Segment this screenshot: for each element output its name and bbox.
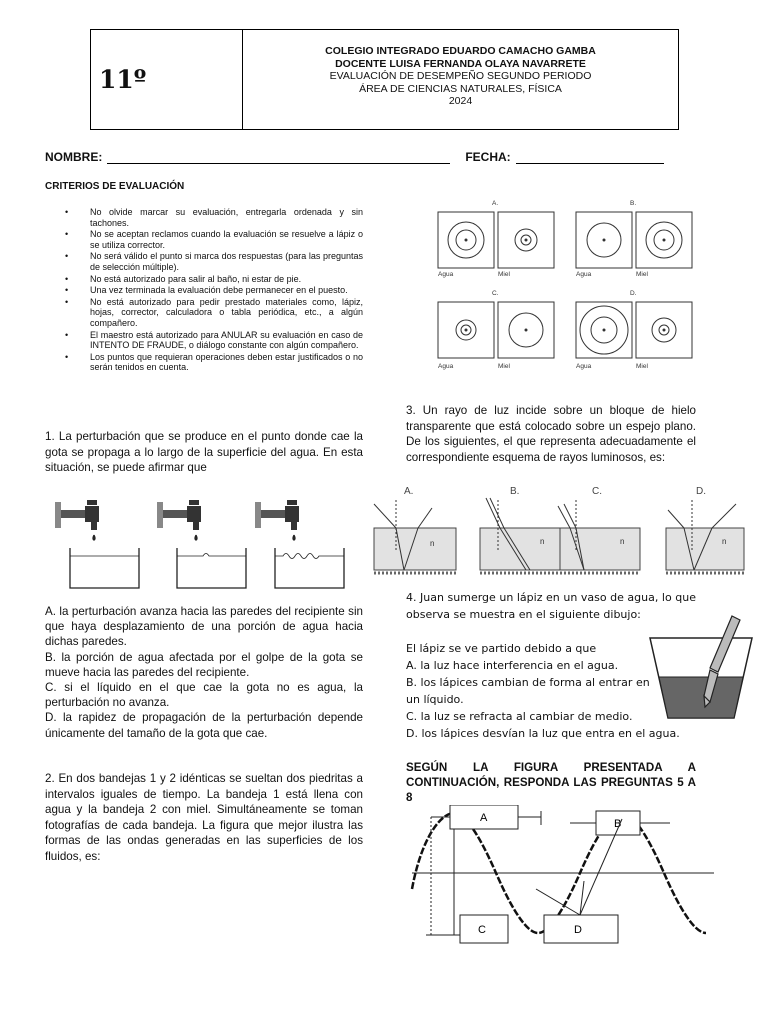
q1-option-d[interactable]: D. la rapidez de propagación de la perturbación depende únicamente del tamaño de la gota que cae.: [45, 711, 363, 740]
pencil-glass-figure: [648, 610, 754, 722]
q3-letter-d: D.: [696, 486, 706, 497]
criteria-item: • No será válido el punto si marca dos respuestas (para las preguntas de selección múltiple).: [65, 251, 363, 272]
honey-label: Miel: [636, 271, 648, 278]
name-date-row: [45, 150, 685, 164]
date-label: FECHA:: [465, 150, 511, 164]
q3-n-label-c: n: [620, 537, 625, 546]
criteria-item: • No se aceptan reclamos cuando la evaluación se resuelve a lápiz o se utiliza corrector.: [65, 229, 363, 250]
grade-cell: [91, 30, 243, 129]
q3-letter-a: A.: [404, 486, 414, 497]
q4-option-d[interactable]: D. los lápices desvían la luz que entra en el agua.: [406, 727, 680, 740]
faucet-drop-figure: [55, 500, 375, 592]
wave-figure: [408, 805, 718, 945]
criteria-item: • No está autorizado para pedir prestado materiales como, lápiz, hojas, corrector, calculadora o tabla periódica, etc., a algún compañero.: [65, 297, 363, 329]
water-label: Agua: [576, 271, 592, 278]
question-5-heading: SEGÚN LA FIGURA PRESENTADA A CONTINUACIÓN, RESPONDA LAS PREGUNTAS 5 A 8: [406, 761, 696, 804]
wave-label-a: A: [480, 812, 488, 824]
water-label: Agua: [576, 363, 592, 370]
q4-option-a[interactable]: A. la luz hace interferencia en el agua.: [406, 659, 619, 672]
ripple-letter-c: C.: [492, 290, 499, 297]
water-label: Agua: [438, 271, 454, 278]
year: 2024: [448, 95, 473, 107]
teacher-name: DOCENTE LUISA FERNANDA OLAYA NAVARRETE: [335, 57, 586, 70]
criteria-item: • No está autorizado para salir al baño, ni estar de pie.: [65, 274, 363, 285]
honey-label: Miel: [636, 363, 648, 370]
q1-option-c[interactable]: C. si el líquido en el que cae la gota no es agua, la perturbación no avanza.: [45, 681, 363, 710]
question-3-text: 3. Un rayo de luz incide sobre un bloque de hielo transparente que está colocado sobre un espejo plano. De los siguientes, el que representa adecuadamente el correspondiente esquema de rayos luminosos, es:: [406, 404, 696, 464]
q3-n-label-d: n: [722, 537, 727, 546]
honey-label: Miel: [498, 271, 510, 278]
faucet-scene-2: [157, 500, 246, 588]
header-box: [90, 29, 679, 130]
criteria-item: • Una vez terminada la evaluación debe permanecer en el puesto.: [65, 285, 363, 296]
q4-option-b[interactable]: B. los lápices cambian de forma al entrar en un líquido.: [406, 676, 650, 706]
ripple-letter-b: B.: [630, 200, 637, 207]
wave-label-d: D: [574, 924, 582, 936]
faucet-scene-1: [55, 500, 139, 588]
water-label: Agua: [438, 363, 454, 370]
wave-label-b: B: [614, 818, 622, 830]
question-1-text: 1. La perturbación que se produce en el punto donde cae la gota se propaga a lo largo de la superficie del agua. En esta situación, se puede afirmar que: [45, 430, 363, 474]
faucet-scene-3: [255, 500, 344, 588]
grade-label: 11º: [99, 65, 147, 94]
q1-option-a[interactable]: A. la perturbación avanza hacia las paredes del recipiente sin que haya desplazamiento de una porción de agua hacia dichas paredes.: [45, 605, 363, 649]
criteria-title: CRITERIOS DE EVALUACIÓN: [45, 181, 185, 192]
name-field[interactable]: [107, 152, 450, 164]
q3-letter-b: B.: [510, 486, 520, 497]
question-4-text: 4. Juan sumerge un lápiz en un vaso de agua, lo que observa se muestra en el siguiente dibujo:: [406, 591, 696, 621]
q3-n-label-b: n: [540, 537, 545, 546]
wave-label-c: C: [478, 924, 486, 936]
evaluation-title: EVALUACIÓN DE DESEMPEÑO SEGUNDO PERIODO: [329, 70, 592, 82]
q4-stem: El lápiz se ve partido debido a que: [406, 642, 597, 655]
q3-n-label-a: n: [430, 539, 435, 548]
q1-option-b[interactable]: B. la porción de agua afectada por el golpe de la gota se mueve hacia las paredes del recipiente.: [45, 650, 363, 679]
honey-label: Miel: [498, 363, 510, 370]
date-field[interactable]: [516, 152, 664, 164]
q4-option-c[interactable]: C. la luz se refracta al cambiar de medio.: [406, 710, 633, 723]
ripple-figure: [430, 195, 700, 375]
institution-cell: [243, 30, 678, 129]
criteria-item: • Los puntos que requieran operaciones deben estar justificados o no serán tenidos en cuenta.: [65, 352, 363, 373]
school-name: COLEGIO INTEGRADO EDUARDO CAMACHO GAMBA: [325, 45, 596, 57]
ripple-letter-a: A.: [492, 200, 499, 207]
question-2-text: 2. En dos bandejas 1 y 2 idénticas se sueltan dos piedritas a intervalos iguales de tiempo. La bandeja 1 está llena con agua y la bandeja 2 con miel. Simultáneamente se toman fotografías de cada bandeja. La figura que mejor ilustra las formas de las ondas generadas en las superficies de los fluidos, es:: [45, 772, 363, 863]
question-1-options: [45, 604, 363, 741]
criteria-item: • El maestro está autorizado para ANULAR su evaluación en caso de INTENTO DE FRAUDE, o diálogo constante con algún compañero.: [65, 330, 363, 351]
ripple-letter-d: D.: [630, 290, 637, 297]
area-title: ÁREA DE CIENCIAS NATURALES, FÍSICA: [359, 82, 562, 95]
q3-letter-c: C.: [592, 486, 602, 497]
name-label: NOMBRE:: [45, 150, 103, 164]
ice-block-rays-figure: [370, 482, 748, 580]
criteria-list: [65, 207, 363, 374]
criteria-item: • No olvide marcar su evaluación, entregarla ordenada y sin tachones.: [65, 207, 363, 228]
